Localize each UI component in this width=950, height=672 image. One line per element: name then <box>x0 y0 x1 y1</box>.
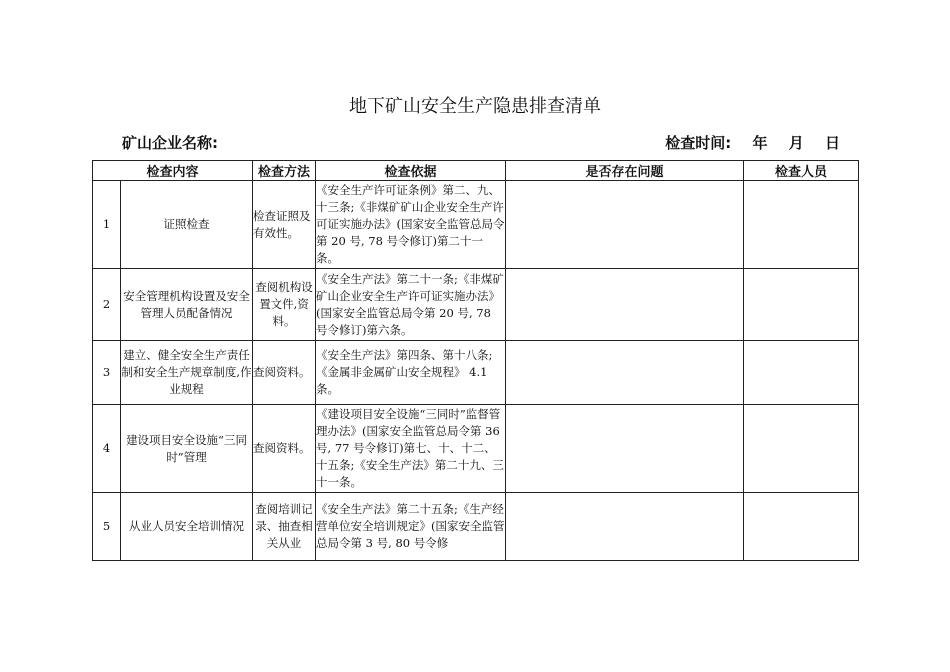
table-row <box>93 269 859 341</box>
row-number: 4 <box>93 405 121 493</box>
table-row <box>93 493 859 561</box>
header-check-content: 检查内容 <box>93 161 253 181</box>
row-number: 2 <box>93 269 121 341</box>
check-method-cell: 查阅资料。 <box>253 341 316 405</box>
issue-cell[interactable] <box>506 269 744 341</box>
check-content-cell: 从业人员安全培训情况 <box>121 493 253 561</box>
check-method-cell: 检查证照及有效性。 <box>253 181 316 269</box>
enterprise-name-label: 矿山企业名称: <box>122 134 218 152</box>
issue-cell[interactable] <box>506 181 744 269</box>
check-content-cell: 建设项目安全设施“三同时”管理 <box>121 405 253 493</box>
inspector-cell[interactable] <box>744 493 859 561</box>
check-method-cell: 查阅资料。 <box>253 405 316 493</box>
header-inspector: 检查人员 <box>744 161 859 181</box>
inspector-cell[interactable] <box>744 269 859 341</box>
day-label: 日 <box>824 134 840 152</box>
check-content-cell: 建立、健全安全生产责任制和安全生产规章制度,作业规程 <box>121 341 253 405</box>
issue-cell[interactable] <box>506 341 744 405</box>
table-row <box>93 181 859 269</box>
table-header-row <box>93 161 859 181</box>
check-basis-cell: 《安全生产许可证条例》第二、九、十三条;《非煤矿矿山企业安全生产许可证实施办法》(国家安全监管总局令第 20 号, 78 号令修订)第二十一条。 <box>316 181 506 269</box>
inspector-cell[interactable] <box>744 181 859 269</box>
check-method-cell: 查阅培训记录、抽查相关从业 <box>253 493 316 561</box>
check-content-cell: 安全管理机构设置及安全管理人员配备情况 <box>121 269 253 341</box>
header-check-method: 检查方法 <box>253 161 316 181</box>
check-content-cell: 证照检查 <box>121 181 253 269</box>
issue-cell[interactable] <box>506 493 744 561</box>
header-issue-exists: 是否存在问题 <box>506 161 744 181</box>
inspector-cell[interactable] <box>744 341 859 405</box>
row-number: 3 <box>93 341 121 405</box>
check-basis-cell: 《安全生产法》第二十五条;《生产经营单位安全培训规定》(国家安全监管总局令第 3 号, 80 号令修 <box>316 493 506 561</box>
check-basis-cell: 《安全生产法》第二十一条;《非煤矿矿山企业安全生产许可证实施办法》(国家安全监管总局令第 20 号, 78 号令修订)第六条。 <box>316 269 506 341</box>
date-label: 检查时间: <box>665 134 732 152</box>
document-title: 地下矿山安全生产隐患排查清单 <box>349 96 601 117</box>
checklist-table <box>92 160 859 561</box>
check-basis-cell: 《安全生产法》第四条、第十八条;《金属非金属矿山安全规程》 4.1 条。 <box>316 341 506 405</box>
table-row <box>93 405 859 493</box>
table-row <box>93 341 859 405</box>
inspector-cell[interactable] <box>744 405 859 493</box>
check-basis-cell: 《建设项目安全设施“三同时”监督管理办法》(国家安全监管总局令第 36 号, 77 号令修订)第七、十、十二、十五条;《安全生产法》第二十九、三十一条。 <box>316 405 506 493</box>
row-number: 1 <box>93 181 121 269</box>
year-label: 年 <box>752 134 768 152</box>
check-method-cell: 查阅机构设置文件,资料。 <box>253 269 316 341</box>
meta-row <box>122 132 840 152</box>
month-label: 月 <box>788 134 804 152</box>
inspection-date <box>649 132 840 153</box>
header-check-basis: 检查依据 <box>316 161 506 181</box>
row-number: 5 <box>93 493 121 561</box>
issue-cell[interactable] <box>506 405 744 493</box>
